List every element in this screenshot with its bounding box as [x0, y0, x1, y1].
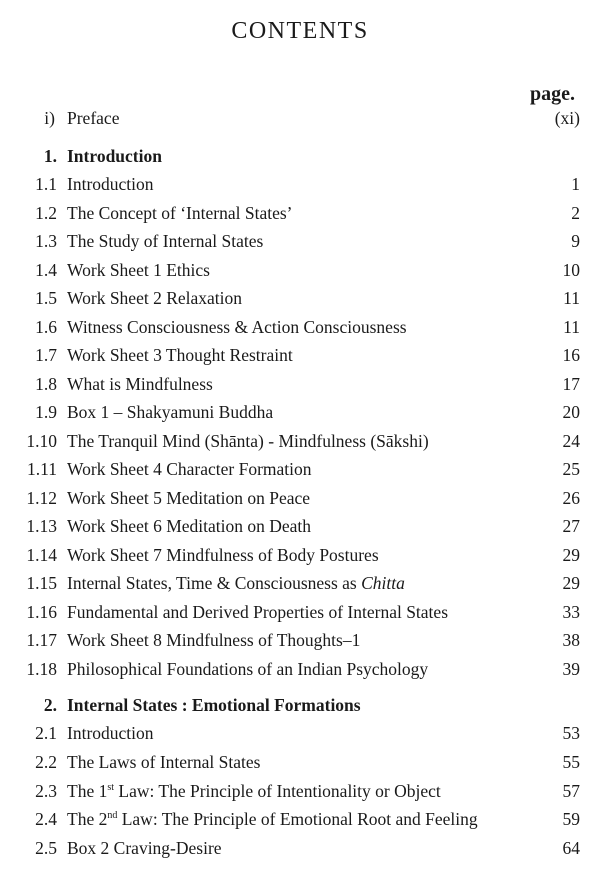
entry-title: Work Sheet 5 Meditation on Peace	[67, 488, 311, 508]
entry-title	[67, 806, 478, 832]
entry-page: 11	[563, 317, 580, 337]
entry-number: 1.12	[26, 488, 57, 508]
toc-entry	[0, 285, 600, 311]
toc-entry	[0, 171, 600, 197]
entry-title-post: Law: The Principle of Intentionality or Object	[114, 781, 441, 801]
page-column-header: page.	[530, 83, 575, 105]
toc-entry	[0, 627, 600, 653]
toc-entry	[0, 806, 600, 832]
entry-number: 2.4	[35, 809, 57, 829]
entry-title: Introduction	[67, 723, 154, 743]
entry-number: 2.1	[35, 723, 57, 743]
entry-page: 29	[562, 545, 580, 565]
entry-title: Box 1 – Shakyamuni Buddha	[67, 402, 274, 422]
toc-entry	[0, 570, 600, 596]
entry-page: 2	[571, 203, 580, 223]
toc-entry	[0, 720, 600, 746]
toc-entry	[0, 342, 600, 368]
toc-entry-preface	[0, 105, 600, 131]
entry-title: Box 2 Craving-Desire	[67, 838, 222, 858]
toc-entry	[0, 371, 600, 397]
entry-page: 20	[562, 402, 580, 422]
entry-page: (xi)	[554, 108, 580, 128]
entry-title: Work Sheet 2 Relaxation	[67, 288, 243, 308]
toc-entry	[0, 749, 600, 775]
entry-number: 1.14	[26, 545, 57, 565]
entry-number: 2.5	[35, 838, 57, 858]
entry-title-italic: Chitta	[361, 573, 405, 593]
toc-entry	[0, 656, 600, 682]
toc-entry	[0, 542, 600, 568]
entry-page: 25	[562, 459, 580, 479]
entry-title: Work Sheet 6 Meditation on Death	[67, 516, 312, 536]
entry-page: 55	[562, 752, 580, 772]
entry-title: Work Sheet 4 Character Formation	[67, 459, 312, 479]
toc-entry	[0, 456, 600, 482]
toc-entry	[0, 428, 600, 454]
toc-entry	[0, 485, 600, 511]
entry-page: 11	[563, 288, 580, 308]
entry-title: Witness Consciousness & Action Consciousness	[67, 317, 407, 337]
chapter-heading	[0, 692, 600, 718]
entry-number: 1.11	[27, 459, 57, 479]
ordinal-suffix: st	[107, 782, 115, 794]
entry-number: 1.15	[26, 573, 57, 593]
entry-page: 39	[562, 659, 580, 679]
entry-title: The Tranquil Mind (Shānta) - Mindfulness (Sākshi)	[67, 431, 429, 451]
entry-title	[67, 778, 441, 804]
entry-number: 1.6	[35, 317, 57, 337]
entry-page: 59	[562, 809, 580, 829]
entry-page: 1	[571, 174, 580, 194]
entry-title: The Concept of ‘Internal States’	[67, 203, 293, 223]
entry-number: 1.18	[26, 659, 57, 679]
entry-title-pre: The 1	[67, 781, 108, 801]
entry-title: The Study of Internal States	[67, 231, 264, 251]
entry-number: 2.3	[35, 781, 57, 801]
chapter-title: Internal States : Emotional Formations	[67, 695, 361, 715]
entry-title: Preface	[67, 108, 120, 128]
entry-number: 1.16	[26, 602, 57, 622]
toc-entry	[0, 228, 600, 254]
entry-title: The Laws of Internal States	[67, 752, 261, 772]
toc-entry	[0, 314, 600, 340]
toc-entry	[0, 835, 600, 861]
entry-title: Work Sheet 7 Mindfulness of Body Postures	[67, 545, 379, 565]
entry-title-pre: The 2	[67, 809, 108, 829]
entry-number: 1.5	[35, 288, 57, 308]
chapter-title: Introduction	[67, 146, 162, 166]
entry-page: 64	[562, 838, 580, 858]
entry-title: Introduction	[67, 174, 154, 194]
entry-page: 38	[562, 630, 580, 650]
entry-number: 1.10	[26, 431, 57, 451]
entry-page: 27	[562, 516, 580, 536]
entry-number: 1.7	[35, 345, 57, 365]
entry-number: 1.9	[35, 402, 57, 422]
entry-number: 1.13	[26, 516, 57, 536]
entry-title: Fundamental and Derived Properties of Internal States	[67, 602, 449, 622]
toc-entry	[0, 399, 600, 425]
entry-page: 29	[562, 573, 580, 593]
toc-entry	[0, 257, 600, 283]
chapter-number: 2.	[43, 695, 57, 715]
entry-title: Work Sheet 8 Mindfulness of Thoughts–1	[67, 630, 361, 650]
entry-page: 17	[562, 374, 580, 394]
entry-page: 9	[571, 231, 580, 251]
page-title: CONTENTS	[231, 18, 369, 44]
entry-number: 1.1	[35, 174, 57, 194]
entry-page: 16	[562, 345, 580, 365]
entry-page: 10	[562, 260, 580, 280]
entry-number: 1.4	[35, 260, 57, 280]
entry-number: 2.2	[35, 752, 57, 772]
entry-title-post: Law: The Principle of Emotional Root and Feeling	[117, 809, 478, 829]
entry-title: What is Mindfulness	[67, 374, 213, 394]
entry-title: Work Sheet 1 Ethics	[67, 260, 210, 280]
entry-page: 53	[562, 723, 580, 743]
entry-number: 1.8	[35, 374, 57, 394]
ordinal-suffix: nd	[107, 810, 118, 822]
toc-entry	[0, 599, 600, 625]
entry-number: 1.2	[35, 203, 57, 223]
entry-number: 1.17	[26, 630, 57, 650]
entry-page: 24	[562, 431, 580, 451]
entry-title-main: Internal States, Time & Consciousness as	[67, 573, 362, 593]
entry-number: i)	[44, 108, 55, 128]
chapter-heading	[0, 143, 600, 169]
entry-page: 33	[562, 602, 580, 622]
entry-title: Work Sheet 3 Thought Restraint	[67, 345, 293, 365]
entry-title: Philosophical Foundations of an Indian Psychology	[67, 659, 429, 679]
entry-title	[67, 570, 405, 596]
entry-page: 26	[562, 488, 580, 508]
toc-entry	[0, 200, 600, 226]
toc-entry	[0, 778, 600, 804]
toc-entry	[0, 513, 600, 539]
chapter-number: 1.	[43, 146, 57, 166]
entry-number: 1.3	[35, 231, 57, 251]
entry-page: 57	[562, 781, 580, 801]
